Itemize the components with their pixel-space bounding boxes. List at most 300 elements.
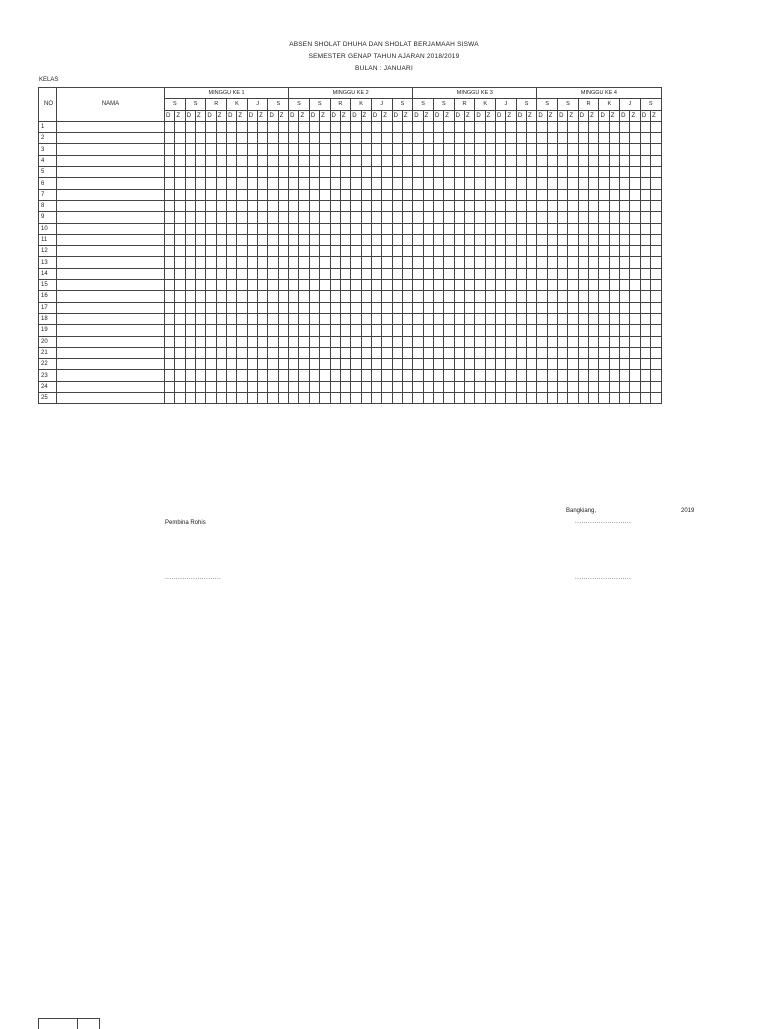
attendance-cell: [392, 212, 402, 223]
attendance-cell: [516, 200, 526, 211]
attendance-cell: [630, 178, 640, 189]
row-number: 25: [39, 393, 57, 404]
attendance-cell: [496, 144, 506, 155]
attendance-cell: [247, 155, 257, 166]
prayer-code-header: Z: [402, 110, 412, 121]
attendance-cell: [537, 291, 547, 302]
attendance-cell: [568, 200, 578, 211]
attendance-cell: [320, 381, 330, 392]
attendance-cell: [568, 280, 578, 291]
attendance-cell: [392, 155, 402, 166]
attendance-cell: [413, 223, 423, 234]
attendance-cell: [299, 370, 309, 381]
attendance-cell: [516, 144, 526, 155]
attendance-cell: [423, 325, 433, 336]
attendance-cell: [444, 359, 454, 370]
attendance-cell: [547, 246, 557, 257]
attendance-cell: [589, 336, 599, 347]
attendance-cell: [351, 313, 361, 324]
table-row: [39, 302, 662, 313]
attendance-cell: [516, 223, 526, 234]
attendance-cell: [506, 291, 516, 302]
attendance-cell: [227, 359, 237, 370]
class-label: KELAS: [39, 77, 59, 83]
attendance-cell: [361, 268, 371, 279]
attendance-cell: [485, 347, 495, 358]
attendance-cell: [258, 257, 268, 268]
attendance-cell: [516, 212, 526, 223]
attendance-cell: [216, 223, 226, 234]
attendance-cell: [444, 189, 454, 200]
attendance-cell: [175, 144, 185, 155]
prayer-code-header: D: [165, 110, 175, 121]
attendance-cell: [278, 359, 288, 370]
attendance-cell: [309, 133, 319, 144]
prayer-code-header: Z: [464, 110, 474, 121]
row-number: 1: [39, 121, 57, 132]
attendance-cell: [289, 246, 299, 257]
attendance-cell: [351, 133, 361, 144]
attendance-cell: [402, 302, 412, 313]
attendance-cell: [330, 359, 340, 370]
attendance-cell: [609, 302, 619, 313]
attendance-cell: [527, 133, 537, 144]
attendance-cell: [330, 347, 340, 358]
attendance-cell: [216, 144, 226, 155]
attendance-cell: [475, 347, 485, 358]
attendance-cell: [330, 302, 340, 313]
prayer-code-header: D: [289, 110, 299, 121]
attendance-cell: [651, 144, 661, 155]
day-header: S: [516, 99, 537, 110]
attendance-cell: [278, 246, 288, 257]
attendance-cell: [175, 212, 185, 223]
attendance-cell: [496, 189, 506, 200]
attendance-cell: [413, 234, 423, 245]
attendance-cell: [589, 234, 599, 245]
attendance-cell: [558, 178, 568, 189]
attendance-cell: [433, 381, 443, 392]
attendance-cell: [382, 234, 392, 245]
attendance-cell: [506, 381, 516, 392]
prayer-code-header: Z: [423, 110, 433, 121]
week-header: MINGGU KE 1: [165, 88, 289, 99]
attendance-cell: [464, 370, 474, 381]
attendance-cell: [309, 167, 319, 178]
attendance-cell: [651, 313, 661, 324]
attendance-cell: [454, 189, 464, 200]
attendance-cell: [402, 336, 412, 347]
attendance-cell: [227, 144, 237, 155]
attendance-cell: [485, 133, 495, 144]
attendance-cell: [340, 291, 350, 302]
attendance-cell: [506, 336, 516, 347]
attendance-cell: [216, 381, 226, 392]
attendance-cell: [464, 268, 474, 279]
student-name-cell: [57, 212, 165, 223]
attendance-cell: [206, 167, 216, 178]
attendance-cell: [444, 133, 454, 144]
attendance-cell: [413, 393, 423, 404]
attendance-cell: [227, 313, 237, 324]
attendance-cell: [320, 189, 330, 200]
attendance-cell: [237, 223, 247, 234]
table-row: [39, 370, 662, 381]
attendance-cell: [258, 393, 268, 404]
attendance-cell: [289, 268, 299, 279]
attendance-cell: [165, 234, 175, 245]
student-name-cell: [57, 246, 165, 257]
table-row: [39, 121, 662, 132]
attendance-cell: [485, 381, 495, 392]
attendance-cell: [516, 381, 526, 392]
attendance-cell: [475, 212, 485, 223]
attendance-cell: [392, 223, 402, 234]
attendance-cell: [599, 381, 609, 392]
attendance-cell: [413, 325, 423, 336]
attendance-cell: [330, 370, 340, 381]
attendance-cell: [413, 280, 423, 291]
attendance-cell: [330, 246, 340, 257]
attendance-cell: [351, 212, 361, 223]
attendance-cell: [413, 336, 423, 347]
attendance-cell: [402, 178, 412, 189]
attendance-cell: [392, 393, 402, 404]
attendance-cell: [578, 302, 588, 313]
attendance-cell: [402, 325, 412, 336]
attendance-cell: [496, 336, 506, 347]
attendance-cell: [413, 302, 423, 313]
attendance-cell: [216, 257, 226, 268]
attendance-cell: [609, 234, 619, 245]
attendance-cell: [537, 121, 547, 132]
attendance-cell: [464, 144, 474, 155]
attendance-cell: [651, 234, 661, 245]
attendance-cell: [165, 370, 175, 381]
attendance-cell: [485, 325, 495, 336]
attendance-cell: [599, 280, 609, 291]
attendance-cell: [444, 302, 454, 313]
attendance-cell: [506, 144, 516, 155]
attendance-cell: [506, 347, 516, 358]
attendance-cell: [506, 393, 516, 404]
attendance-cell: [185, 178, 195, 189]
attendance-cell: [340, 393, 350, 404]
attendance-cell: [185, 393, 195, 404]
attendance-cell: [340, 223, 350, 234]
attendance-cell: [423, 144, 433, 155]
attendance-cell: [196, 212, 206, 223]
attendance-cell: [506, 167, 516, 178]
student-name-cell: [57, 302, 165, 313]
attendance-cell: [413, 178, 423, 189]
attendance-cell: [206, 178, 216, 189]
attendance-cell: [237, 280, 247, 291]
attendance-cell: [227, 280, 237, 291]
attendance-cell: [351, 280, 361, 291]
attendance-cell: [309, 200, 319, 211]
attendance-cell: [558, 234, 568, 245]
attendance-cell: [609, 291, 619, 302]
attendance-cell: [309, 178, 319, 189]
attendance-cell: [175, 257, 185, 268]
attendance-cell: [558, 133, 568, 144]
attendance-cell: [444, 313, 454, 324]
row-number: 18: [39, 313, 57, 324]
attendance-cell: [506, 246, 516, 257]
attendance-cell: [537, 336, 547, 347]
attendance-cell: [568, 381, 578, 392]
attendance-cell: [413, 246, 423, 257]
attendance-cell: [558, 257, 568, 268]
attendance-cell: [351, 144, 361, 155]
attendance-cell: [651, 325, 661, 336]
attendance-cell: [237, 246, 247, 257]
attendance-cell: [454, 336, 464, 347]
attendance-cell: [589, 189, 599, 200]
attendance-cell: [258, 302, 268, 313]
attendance-cell: [516, 393, 526, 404]
attendance-cell: [599, 234, 609, 245]
attendance-cell: [237, 212, 247, 223]
attendance-cell: [423, 133, 433, 144]
attendance-cell: [589, 325, 599, 336]
attendance-cell: [423, 234, 433, 245]
attendance-cell: [196, 280, 206, 291]
student-name-cell: [57, 189, 165, 200]
attendance-cell: [558, 121, 568, 132]
attendance-cell: [537, 313, 547, 324]
attendance-cell: [527, 302, 537, 313]
attendance-cell: [547, 347, 557, 358]
attendance-cell: [537, 167, 547, 178]
attendance-cell: [165, 313, 175, 324]
attendance-cell: [361, 370, 371, 381]
attendance-cell: [423, 246, 433, 257]
attendance-cell: [351, 234, 361, 245]
attendance-cell: [464, 167, 474, 178]
attendance-cell: [309, 393, 319, 404]
attendance-cell: [371, 370, 381, 381]
prayer-code-header: Z: [651, 110, 661, 121]
attendance-cell: [247, 234, 257, 245]
day-header: J: [620, 99, 641, 110]
attendance-cell: [620, 381, 630, 392]
attendance-cell: [268, 212, 278, 223]
attendance-cell: [568, 359, 578, 370]
attendance-cell: [537, 200, 547, 211]
attendance-cell: [371, 133, 381, 144]
attendance-cell: [547, 280, 557, 291]
day-header: J: [496, 99, 517, 110]
attendance-cell: [640, 302, 650, 313]
attendance-cell: [206, 212, 216, 223]
attendance-cell: [599, 347, 609, 358]
attendance-cell: [196, 144, 206, 155]
attendance-cell: [547, 336, 557, 347]
attendance-cell: [568, 178, 578, 189]
attendance-cell: [165, 291, 175, 302]
attendance-cell: [382, 336, 392, 347]
attendance-cell: [247, 257, 257, 268]
attendance-cell: [423, 393, 433, 404]
attendance-cell: [309, 302, 319, 313]
attendance-cell: [278, 313, 288, 324]
signature-right-line-top: ..........................: [575, 519, 632, 525]
attendance-cell: [506, 359, 516, 370]
attendance-cell: [206, 133, 216, 144]
attendance-cell: [289, 370, 299, 381]
attendance-cell: [620, 359, 630, 370]
attendance-cell: [475, 393, 485, 404]
attendance-cell: [496, 257, 506, 268]
attendance-cell: [320, 313, 330, 324]
prayer-code-header: Z: [237, 110, 247, 121]
attendance-cell: [165, 302, 175, 313]
attendance-cell: [206, 246, 216, 257]
prayer-code-header: D: [433, 110, 443, 121]
attendance-cell: [330, 212, 340, 223]
student-name-cell: [57, 257, 165, 268]
attendance-cell: [289, 280, 299, 291]
attendance-cell: [196, 381, 206, 392]
attendance-cell: [299, 291, 309, 302]
attendance-cell: [268, 291, 278, 302]
prayer-code-header: D: [537, 110, 547, 121]
attendance-cell: [475, 178, 485, 189]
attendance-cell: [382, 178, 392, 189]
attendance-cell: [547, 167, 557, 178]
attendance-cell: [609, 121, 619, 132]
attendance-cell: [361, 359, 371, 370]
attendance-cell: [475, 257, 485, 268]
prayer-code-header: Z: [382, 110, 392, 121]
attendance-cell: [547, 223, 557, 234]
attendance-cell: [454, 381, 464, 392]
prayer-code-header: D: [475, 110, 485, 121]
attendance-cell: [516, 280, 526, 291]
attendance-cell: [496, 167, 506, 178]
attendance-cell: [196, 291, 206, 302]
attendance-cell: [589, 133, 599, 144]
attendance-cell: [527, 325, 537, 336]
attendance-cell: [475, 280, 485, 291]
attendance-cell: [464, 133, 474, 144]
prayer-code-header: D: [330, 110, 340, 121]
attendance-cell: [392, 336, 402, 347]
attendance-cell: [651, 347, 661, 358]
attendance-cell: [237, 200, 247, 211]
attendance-cell: [185, 370, 195, 381]
attendance-cell: [361, 302, 371, 313]
attendance-cell: [620, 393, 630, 404]
attendance-cell: [320, 234, 330, 245]
attendance-cell: [651, 268, 661, 279]
attendance-cell: [609, 325, 619, 336]
attendance-cell: [299, 313, 309, 324]
attendance-cell: [268, 313, 278, 324]
day-header: K: [227, 99, 248, 110]
day-header: S: [558, 99, 579, 110]
attendance-cell: [578, 291, 588, 302]
attendance-cell: [537, 280, 547, 291]
prayer-code-header: D: [516, 110, 526, 121]
row-number: 14: [39, 268, 57, 279]
attendance-cell: [196, 370, 206, 381]
attendance-cell: [485, 313, 495, 324]
attendance-cell: [351, 200, 361, 211]
attendance-cell: [464, 189, 474, 200]
row-number: 8: [39, 200, 57, 211]
attendance-cell: [185, 189, 195, 200]
attendance-cell: [278, 212, 288, 223]
attendance-cell: [382, 155, 392, 166]
day-header: S: [289, 99, 310, 110]
attendance-cell: [278, 302, 288, 313]
row-number: 13: [39, 257, 57, 268]
attendance-cell: [278, 291, 288, 302]
attendance-cell: [196, 359, 206, 370]
attendance-cell: [423, 291, 433, 302]
attendance-cell: [185, 257, 195, 268]
attendance-cell: [227, 133, 237, 144]
attendance-cell: [392, 347, 402, 358]
attendance-cell: [589, 178, 599, 189]
attendance-cell: [413, 257, 423, 268]
attendance-cell: [382, 280, 392, 291]
attendance-cell: [506, 302, 516, 313]
attendance-cell: [340, 144, 350, 155]
attendance-cell: [413, 189, 423, 200]
attendance-cell: [547, 291, 557, 302]
attendance-cell: [165, 200, 175, 211]
attendance-cell: [496, 178, 506, 189]
attendance-cell: [206, 144, 216, 155]
attendance-cell: [361, 393, 371, 404]
attendance-cell: [206, 280, 216, 291]
attendance-cell: [620, 370, 630, 381]
attendance-cell: [278, 370, 288, 381]
attendance-cell: [330, 257, 340, 268]
attendance-cell: [568, 155, 578, 166]
attendance-cell: [309, 381, 319, 392]
prayer-code-header: D: [454, 110, 464, 121]
attendance-cell: [258, 155, 268, 166]
attendance-cell: [392, 144, 402, 155]
attendance-cell: [371, 246, 381, 257]
attendance-cell: [196, 133, 206, 144]
student-name-cell: [57, 167, 165, 178]
student-name-cell: [57, 347, 165, 358]
attendance-cell: [630, 347, 640, 358]
table-row: [39, 167, 662, 178]
attendance-cell: [216, 280, 226, 291]
attendance-cell: [392, 381, 402, 392]
attendance-cell: [237, 178, 247, 189]
row-number: 24: [39, 381, 57, 392]
attendance-cell: [413, 381, 423, 392]
attendance-cell: [299, 223, 309, 234]
attendance-cell: [206, 257, 216, 268]
attendance-cell: [268, 200, 278, 211]
attendance-cell: [630, 313, 640, 324]
attendance-cell: [247, 189, 257, 200]
attendance-cell: [289, 200, 299, 211]
attendance-cell: [475, 325, 485, 336]
attendance-cell: [392, 200, 402, 211]
attendance-cell: [454, 257, 464, 268]
attendance-cell: [371, 121, 381, 132]
